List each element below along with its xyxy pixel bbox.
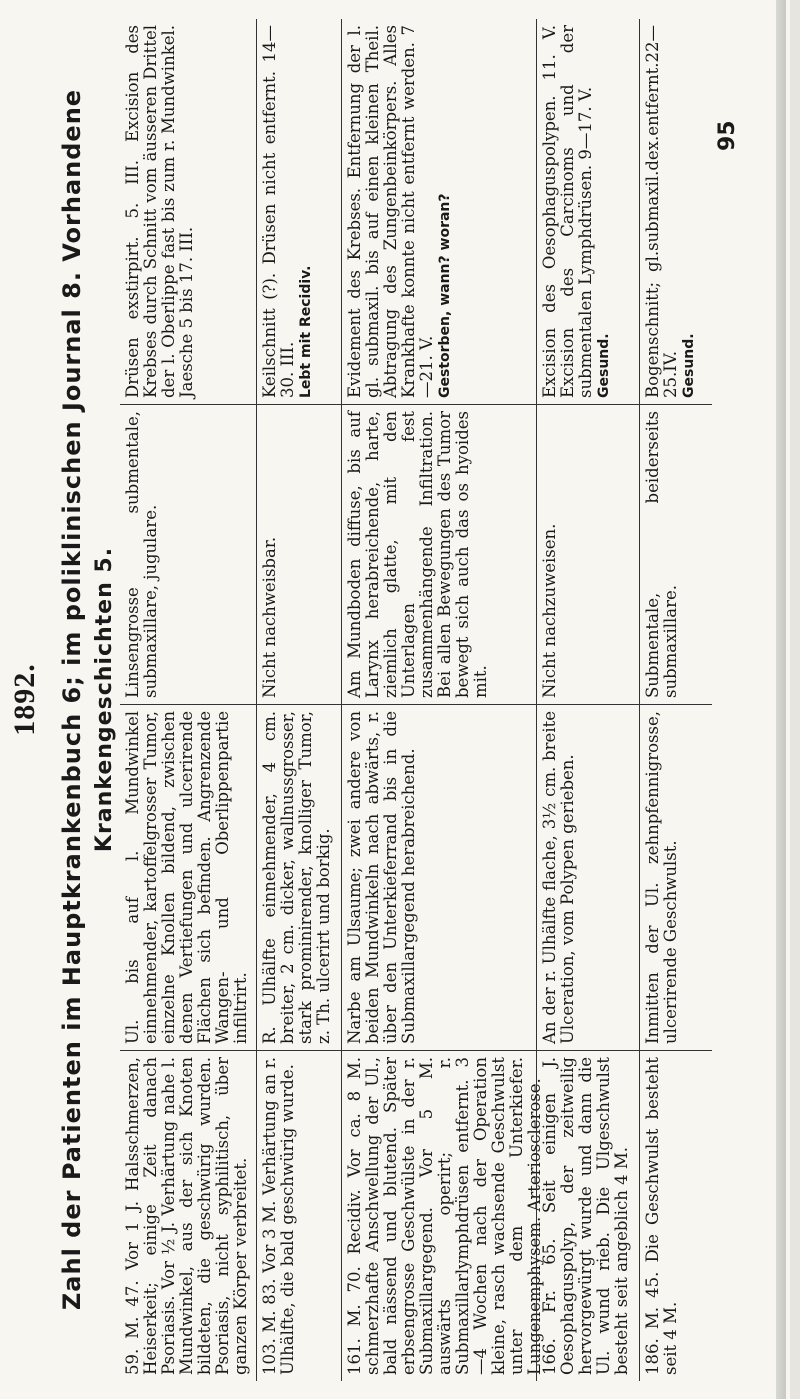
operation-cell: [537, 19, 639, 405]
table-row: [256, 19, 341, 1381]
case-history-cell: 166. Fr. 65. Seit einigen J. Oesophaguspolyp, der zeitweilig hervorgewürgt wurde und dann die Ul. wund rieb. Die Ulgeschwulst besteht seit angeblich 4 M.: [540, 1057, 631, 1375]
glands-cell: Linsengrosse submentale, submaxillare, jugulare.: [120, 405, 256, 705]
table-row: [536, 19, 639, 1381]
finding-cell: Ul. bis auf l. Mundwinkel einnehmender, kartoffelgrosser Tumor, einzelne Knollen bildend, zwischen denen Vertiefungen und ulcerirende Flächen sich befinden. Angrenzende Wangen- und Oberlippenpartie infiltrirt.: [120, 705, 256, 1051]
glands-cell: Am Mundboden diffuse, bis auf Larynx herabreichende, harte, ziemlich glatte, mit den Unterlagen fest zusammenhängende Infiltration. Bei allen Bewegungen des Tumor bewegt sich auch das os hyoides mit.: [342, 405, 536, 705]
table-row: [120, 19, 256, 1381]
operation-text: Evidement des Krebses. Entfernung der l. gl. submaxil. bis auf einen kleinen Theil. Abtragung des Zungenbeinkörpers. Alles Krankhafte konnte nicht entfernt werden. 7—21. V.: [345, 25, 436, 398]
operation-text: Excision des Oesophaguspolypen. 11. V. Excision des Carcinoms und der submentalen Lymphdrüsen. 9—17. V.: [540, 25, 595, 398]
operation-cell: [342, 19, 536, 405]
case-table: [120, 19, 745, 1381]
operation-cell: [257, 19, 341, 405]
outcome-text: Lebt mit Recidiv.: [298, 265, 314, 398]
outcome-text: Gesund.: [596, 333, 612, 398]
binding-edge: [776, 0, 786, 1399]
table-row: [639, 19, 712, 1381]
page-heading-line1: Zahl der Patienten im Hauptkrankenbuch 6; im poliklinischen Journal 8. Vorhandene: [58, 88, 86, 1311]
case-history-cell: 103. M. 83. Vor 3 M. Verhärtung an r. Ulhälfte, die bald geschwürig wurde.: [260, 1057, 297, 1375]
finding-cell: R. Ulhälfte einnehmender, 4 cm. breiter, 2 cm. dicker, wallnussgrosser, stark prominirender, knolliger Tumor, z. Th. ulcerirt und borkig.: [257, 705, 341, 1051]
page-year-title: 1892.: [8, 663, 41, 736]
binding-edge-shadow: [790, 0, 800, 1399]
operation-text: Keilschnitt (?). Drüsen nicht entfernt. 14—30. III.: [260, 25, 297, 398]
glands-cell: Nicht nachweisbar.: [257, 405, 341, 705]
operation-cell: [120, 19, 256, 405]
operation-cell: [640, 19, 712, 405]
finding-cell: Narbe am Ulsaume; zwei andere von beiden Mundwinkeln nach abwärts, r. über den Unterkieferrand bis in die Submaxillargegend herabreichend.: [342, 705, 536, 1051]
case-history-cell: 186. M. 45. Die Geschwulst besteht seit 4 M.: [643, 1057, 680, 1375]
outcome-text: Gestorben, wann? woran?: [437, 193, 453, 398]
finding-cell: Inmitten der Ul. zehnpfennigrosse, ulcerirende Geschwulst.: [640, 705, 712, 1051]
outcome-text: Gesund.: [681, 333, 697, 398]
finding-cell: An der r. Ulhälfte flache, 3½ cm. breite Ulceration, vom Polypen gerieben.: [537, 705, 639, 1051]
glands-cell: Submentale, beiderseits submaxillare.: [640, 405, 712, 705]
operation-text: Drüsen exstirpirt. 5. III. Excision des Krebses durch Schnitt vom äusseren Drittel der l. Oberlippe fast bis zum r. Mundwinkel. Jaesche 5 bis 17. III.: [123, 25, 196, 398]
page-heading-line2: Krankengeschichten 5.: [92, 546, 117, 853]
case-history-cell: 59. M. 47. Vor 1 J. Halsschmerzen, Heiserkeit; einige Zeit danach Psoriasis. Vor ½ J. Verhärtung nahe l. Mundwinkel, aus der sich Knoten bildeten, die geschwürig wurden. Psoriasis, nicht syphilitisch, über ganzen Körper verbreitet.: [123, 1057, 250, 1375]
operation-text: Bogenschnitt; gl.submaxil.dex.entfernt.22—25.IV.: [643, 25, 680, 398]
glands-cell: Nicht nachzuweisen.: [537, 405, 639, 705]
case-history-cell: 161. M. 70. Recidiv. Vor ca. 8 M. schmerzhafte Anschwellung der Ul., bald nässend und blutend. Später erbsengrosse Geschwülste in der r. Submaxillargegend. Vor 5 M. auswärts operirt; r. Submaxillarlymphdrüsen entfernt. 3—4 Wochen nach der Operation kleine, rasch wachsende Geschwulst unter dem Unterkiefer. Lungenemphysem. Arteriosclerose.: [345, 1057, 544, 1375]
table-row: [341, 19, 544, 1381]
page-number: 95: [715, 120, 740, 151]
